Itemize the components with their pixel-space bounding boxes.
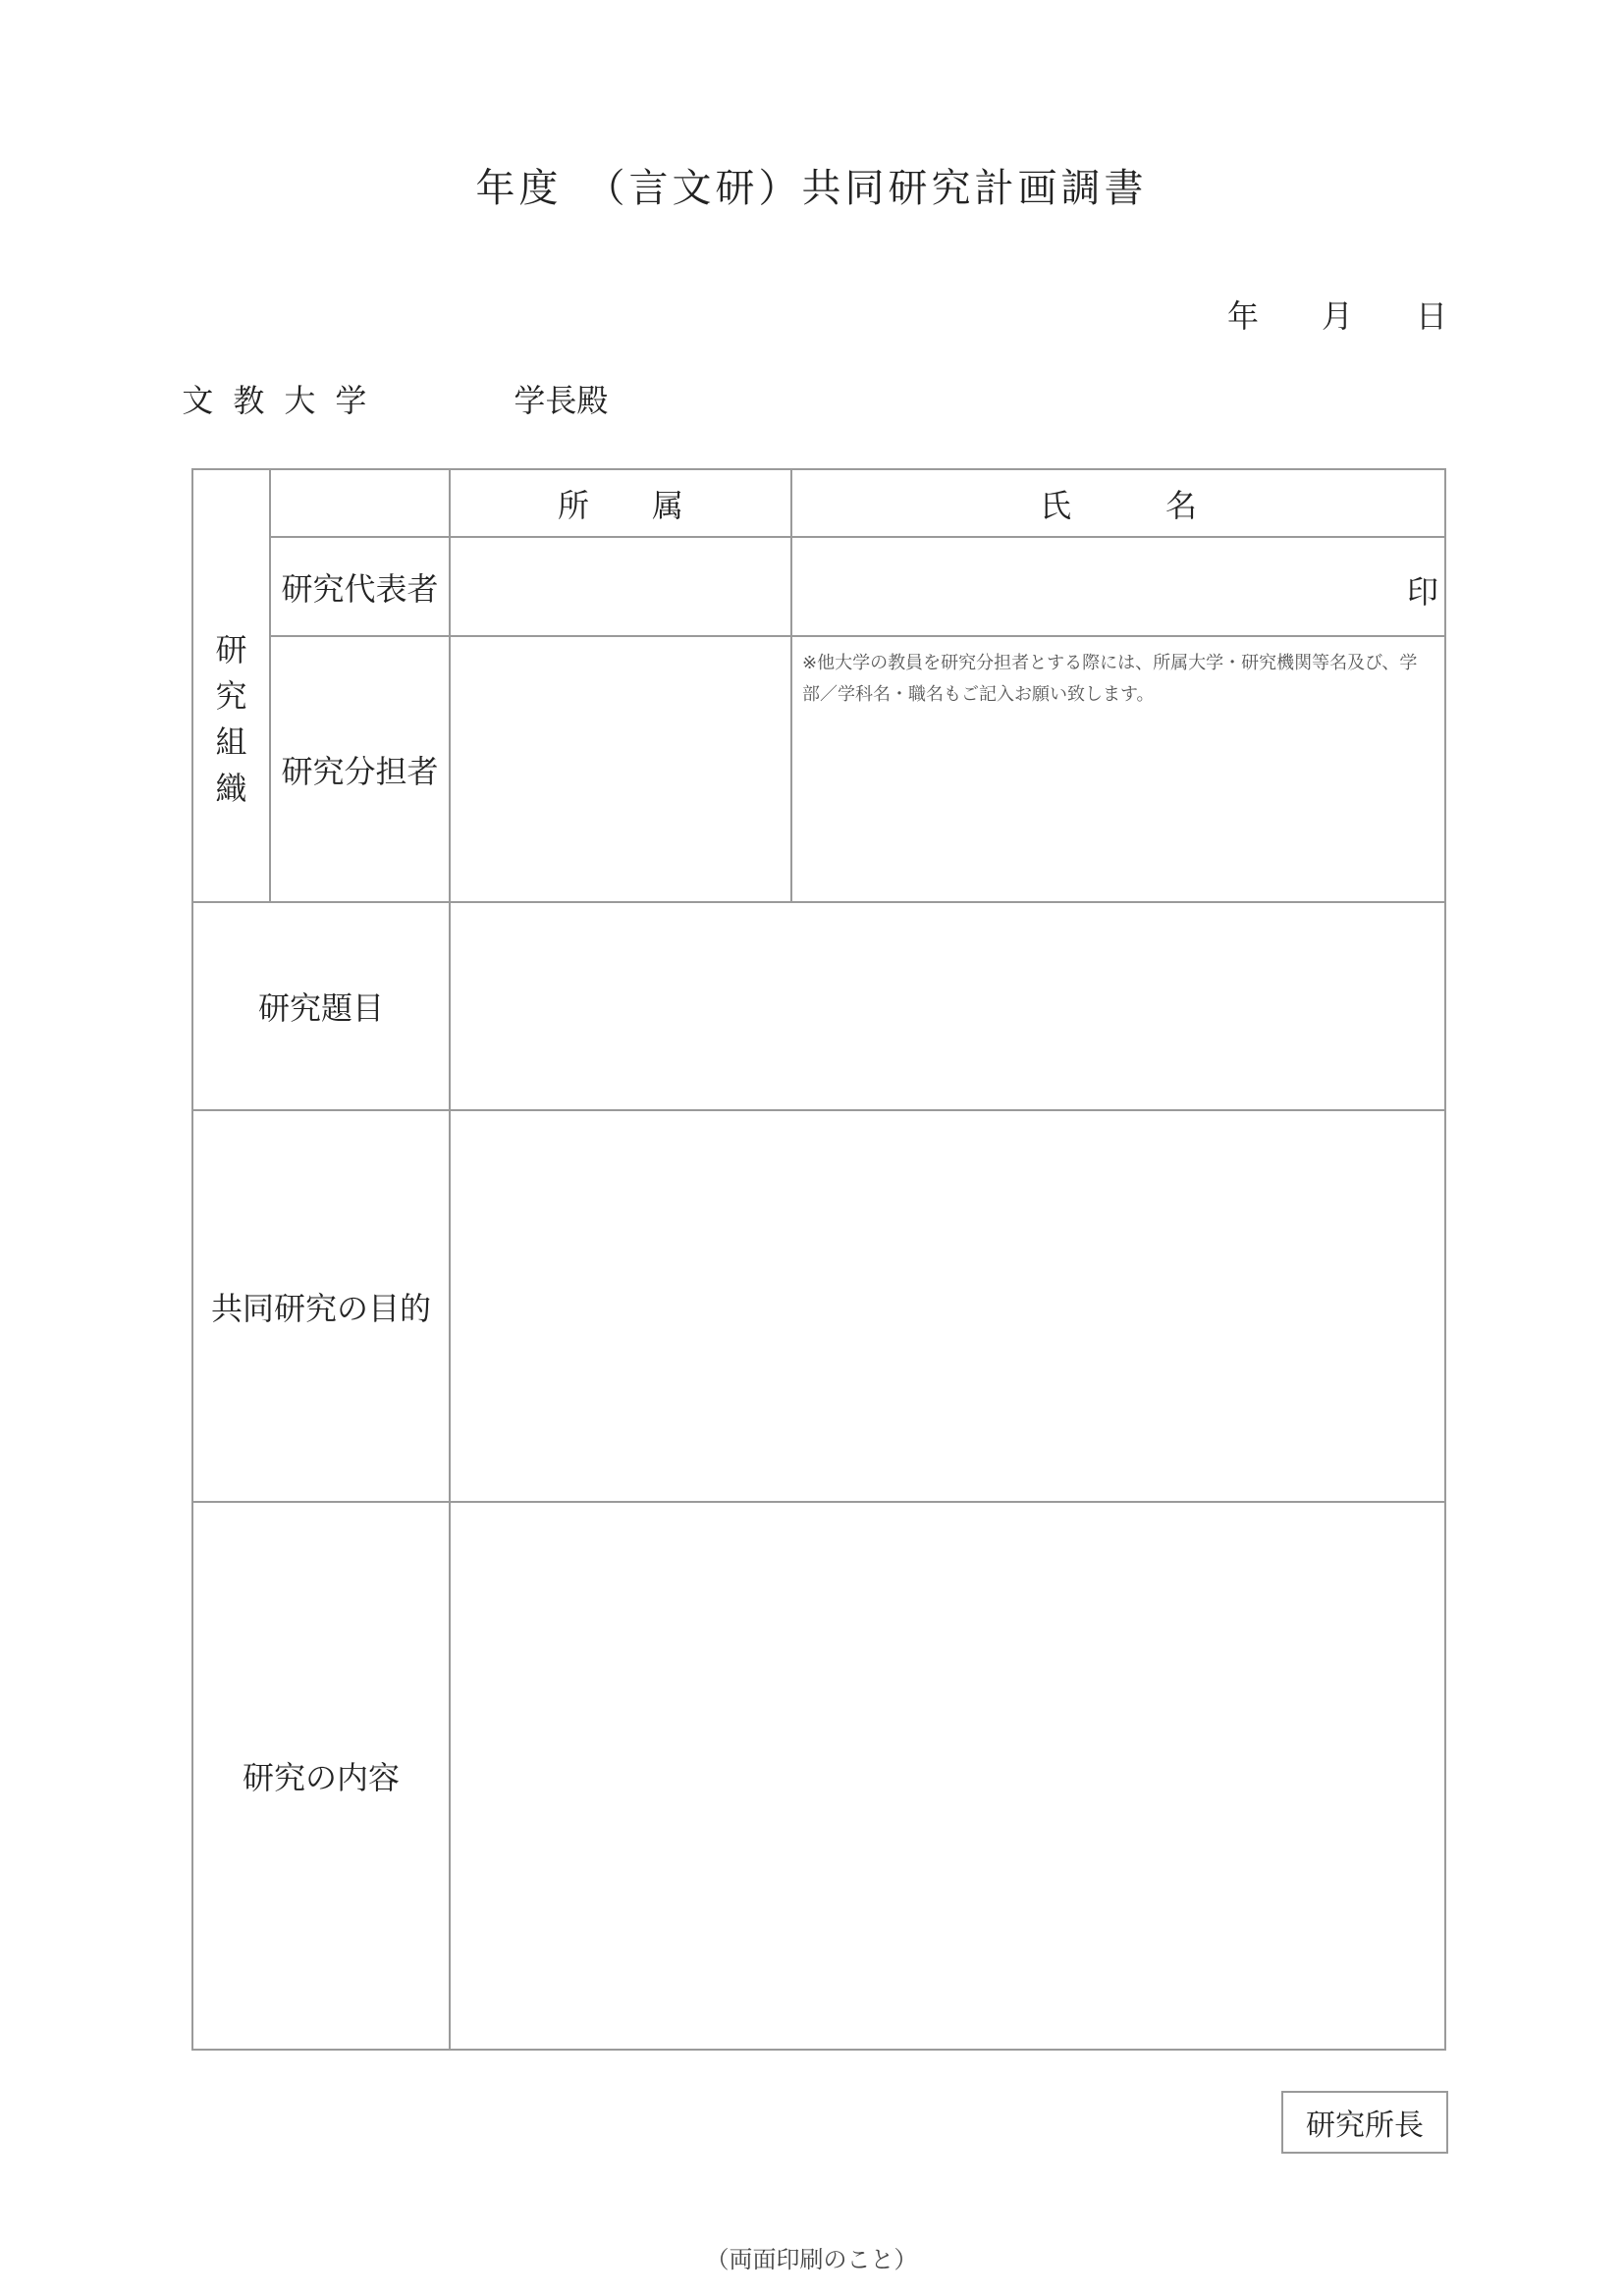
seal-mark: 印 xyxy=(1407,573,1439,611)
co-investigators-affiliation-field[interactable] xyxy=(451,637,790,901)
addressee xyxy=(162,339,608,421)
addressee-suffix: 学長殿 xyxy=(514,382,609,419)
co-investigators-name-field[interactable] xyxy=(792,707,1444,901)
org-label-char: 織 xyxy=(215,770,247,807)
purpose-label: 共同研究の目的 xyxy=(210,1289,431,1327)
table-border-right xyxy=(1444,468,1446,2051)
director-label: 研究所長 xyxy=(1306,2109,1424,2143)
co-investigators-note: ※他大学の教員を研究分担者とする際には、所属大学・研究機関等名及び、学部／学科名・職名もご記入お願い致します。 xyxy=(802,653,1418,705)
representative-label: 研究代表者 xyxy=(281,569,439,608)
research-title-label: 研究題目 xyxy=(257,989,384,1027)
addressee-university: 文教大学 xyxy=(182,382,387,419)
org-label-char: 組 xyxy=(215,723,247,761)
content-field[interactable] xyxy=(451,1503,1444,2049)
table-border-bottom xyxy=(191,2049,1446,2051)
purpose-field[interactable] xyxy=(451,1111,1444,1501)
date-line: 年 月 日 xyxy=(1227,297,1448,335)
document-title: 年度 （言文研）共同研究計画調書 xyxy=(475,166,1148,211)
co-investigators-label: 研究分担者 xyxy=(281,752,439,790)
research-title-field[interactable] xyxy=(451,903,1444,1109)
org-label-char: 究 xyxy=(215,677,247,715)
content-label: 研究の内容 xyxy=(242,1759,400,1796)
representative-affiliation-field[interactable] xyxy=(451,538,790,635)
director-stamp-box xyxy=(1281,2091,1448,2154)
representative-name-field[interactable] xyxy=(792,538,1401,635)
column-header-name: 氏 名 xyxy=(1039,486,1197,524)
org-label-char: 研 xyxy=(215,631,247,668)
research-organization-label xyxy=(193,538,269,901)
column-header-affiliation: 所 属 xyxy=(557,486,683,524)
footer-note: （両面印刷のこと） xyxy=(705,2246,918,2273)
